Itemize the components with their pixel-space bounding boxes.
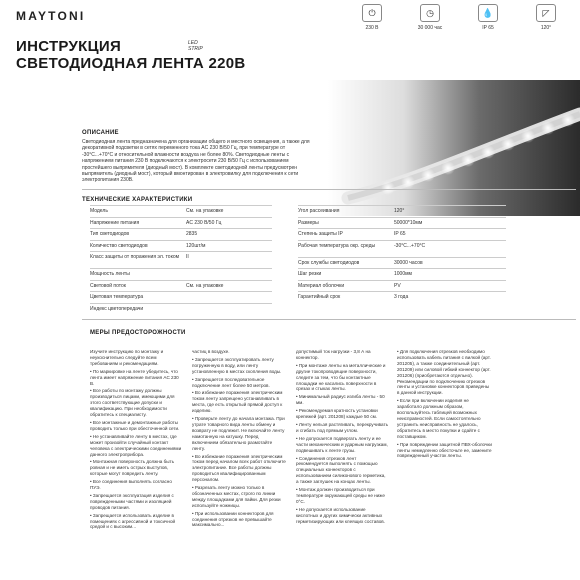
spec-value: IP 65 [394, 231, 406, 237]
safety-item: • Для подключения отрезков необходимо использовать кабель питания с вилкой (арт. 201205), а также соединительный (арт. 201209) или силовой гибкий коннектор (арт. 201206) (приобретаются отдельно). Рекомендации по подключению отрезков ленты и установке коннекторов приведены в данной инструкции. [397, 349, 491, 396]
power-plug-spec [350, 4, 394, 31]
divider [82, 319, 576, 320]
spec-value: См. на упаковке [186, 282, 224, 289]
spec-value: -30°С...+70°С [394, 242, 426, 249]
safety-item: • Во избежание поражения электрическим током ленту запрещено устанавливать в места, где есть открытый прямой доступ к изделию. [192, 390, 283, 414]
safety-item: • Монтаж должен производиться при температуре окружающей среды не ниже 0°С. [296, 487, 385, 504]
spec-value: 50000*10мм [394, 219, 423, 226]
spec-label: Степень защиты IP [298, 231, 343, 237]
spec-value: См. на упаковке [186, 208, 224, 214]
safety-item: • Рекомендуемая кратность установки крепежей (арт. 201208) каждые 50 см. [296, 408, 378, 420]
spec-value: 30000 часов [394, 259, 423, 266]
safety-column-2 [192, 349, 286, 530]
spec-row [298, 240, 506, 258]
safety-item: • Монтажная поверхность должна быть ровная и не иметь острых выступов, которые могут повредить ленту. [90, 459, 175, 477]
safety-item: • По маркировке на ленте убедитесь, что лента имеет напряжение питания AC 230 В. [90, 368, 179, 386]
spec-label: Материал оболочки [298, 282, 345, 289]
safety-item: • Во избежание поражения электрическим током перед началом всех работ отключите электропитание. Все работы должны проводиться квалифицированным персоналом. [192, 453, 286, 483]
safety-item: • При использовании коннекторов для соединения отрезков не превышайте максимально... [192, 510, 274, 528]
safety-item: • Все работы по монтажу должны производиться лицами, имеющими для этого соответствующие допуски и квалификацию. При необходимости обратитесь к специалисту. [90, 388, 175, 418]
spec-label: Гарантийный срок [298, 294, 341, 300]
safety-item: допустимый ток нагрузки - 3,8 А на коннектор. [296, 349, 371, 360]
spec-label: Размеры [298, 219, 319, 226]
safety-item: • При повреждении защитной ПВХ-оболочки ленты немедленно обесточьте ее, замените поврежденный участок ленты. [397, 441, 492, 459]
lifetime-spec [408, 4, 452, 31]
specs-heading: ТЕХНИЧЕСКИЕ ХАРАКТЕРИСТИКИ [82, 197, 193, 203]
spec-value: 120шт/м [186, 242, 206, 249]
page-title-line1: ИНСТРУКЦИЯ [16, 38, 122, 55]
spec-value: 2835 [186, 231, 198, 237]
product-subtitle: LED STRIP [188, 40, 203, 52]
beam-angle-icon: ◸ [536, 4, 556, 22]
spec-label: Количество светодиодов [90, 242, 148, 249]
icon-label: 30 000 час [417, 25, 443, 31]
description-heading: ОПИСАНИЕ [82, 130, 119, 136]
spec-row [90, 251, 272, 269]
safety-item: • При монтаже ленты на металлические и другие токопроводящие поверхности, следите за тем, что бы контактные площадки не касались поверхности в срезах и стыках ленты. [296, 362, 386, 392]
safety-item: • Запрещается эксплуатировать ленту погруженную в воду, или ленту установленную в местах скопления воды. [192, 356, 282, 374]
spec-label: Напряжение питания [90, 219, 140, 226]
safety-item: • Соединения отрезков лент рекомендуется выполнять с помощью специальных коннекторов с использованием силиконового герметика, а также заглушек на концах ленты. [296, 455, 386, 485]
safety-item: частиц в воздухе. [192, 349, 230, 354]
divider [82, 189, 576, 190]
lifetime-icon: ◷ [420, 4, 440, 22]
safety-item: • Разрезать ленту можно только в обозначенных местах, строго по линии между площадками для пайки. Для резки используйте ножницы. [192, 485, 281, 508]
safety-item: • Запрещается эксплуатация изделия с поврежденными частями и изоляцией проводов питания. [90, 492, 174, 510]
spec-row [298, 291, 506, 304]
spec-value: 120° [394, 208, 405, 214]
brand-logo: MAYTONI [16, 9, 86, 23]
safety-item: • Не допускается использование кислотных и других химически активных герметизирующих или клеящих составов. [296, 506, 386, 524]
spec-value: 1000мм [394, 271, 412, 277]
beam-angle-spec [524, 4, 568, 31]
spec-label: Индекс цветопередачи [90, 305, 144, 312]
safety-item: • Все соединения выполнять согласно ПУЭ. [90, 479, 172, 491]
safety-item: • Ленту нельзя растягивать, перекручивать и сгибать под прямым углом. [296, 421, 388, 433]
power-plug-icon: ⏻ [362, 4, 382, 22]
safety-item: • Минимальный радиус изгиба ленты - 50 мм. [296, 394, 385, 406]
spec-label: Световой поток [90, 282, 126, 289]
spec-label: Угол рассеивания [298, 208, 340, 214]
description-text: Светодиодная лента предназначена для организации общего и местного освещения, а также для декоративной подсветки в сетях переменного тока AC 230 В/50 Гц, при температуре от -30°С...+70°С и относительной влажности воздуха не более 80%. Светодиодные ленты с напряжением питания 230 В подключаются к электросети 230 В/50 Гц с использованием простейшего выпрямителя (диодный мост). В комплекте светодиодной ленты предусмотрен выпрямитель (диодный мост), который вмонтирован в электровилку для подключения к сети электропитания 230В. [82, 139, 310, 184]
safety-item: • Запрещается последовательное подключение лент более 50 метров. [192, 376, 270, 388]
spec-value: II [186, 254, 189, 260]
spec-label: Срок службы светодиодов [298, 259, 360, 266]
ip-rating-icon: 💧 [478, 4, 498, 22]
safety-heading: МЕРЫ ПРЕДОСТОРОЖНОСТИ [90, 330, 186, 336]
spec-label: Модель [90, 208, 108, 214]
icon-label: 230 В [365, 25, 379, 31]
spec-label: Шаг резки [298, 271, 322, 277]
safety-item: • Запрещается использовать изделие в помещениях с агрессивной и токсичной средой и с высоким... [90, 512, 176, 530]
safety-item: • Не допускается подвергать ленту и ее части механическим и ударным нагрузкам, подвешивать к ленте грузы. [296, 435, 388, 453]
spec-label: Мощность ленты [90, 271, 130, 277]
icon-label: 120° [540, 25, 552, 31]
spec-icons-bar [350, 4, 576, 40]
safety-item: • Все монтажные и демонтажные работы проводить только при обесточенной сети. [90, 419, 180, 431]
page-title-line2: СВЕТОДИОДНАЯ ЛЕНТА 220В [16, 55, 246, 72]
spec-label: Тип светодиодов [90, 231, 130, 237]
spec-label: Класс защиты от поражения эл. током [90, 254, 180, 260]
safety-item: • Не устанавливайте ленту в местах, где может произойти случайный контакт человека с электрическими соединениями данного электроприбора. [90, 433, 182, 457]
safety-item: • Проверьте ленту до начала монтажа. При утрате товарного вида ленты обмену и возврату не подлежит. Не включайте ленту намотанную на катушку. Перед включением обязательно размотайте ленту. [192, 416, 285, 451]
safety-column-1 [90, 349, 182, 532]
specs-table [90, 205, 566, 313]
spec-value: 3 года [394, 294, 409, 300]
icon-label: IP 65 [482, 25, 494, 31]
safety-column-3 [296, 349, 388, 526]
spec-label: Рабочая температура окр. среды [298, 242, 376, 249]
safety-column-4 [397, 349, 492, 461]
safety-item: Изучите инструкцию по монтажу и неукоснительно следуйте всем требованиям и рекомендациям. [90, 349, 164, 366]
spec-value: AC 230 В/50 Гц [186, 219, 222, 226]
spec-row [90, 303, 272, 316]
spec-label: Цветовая температура [90, 294, 144, 300]
spec-value: PV [394, 282, 401, 289]
led-strip-photo [328, 80, 580, 216]
safety-item: • Если при включении изделия не заработало должным образом, воспользуйтесь таблицей возможных неисправностей. Если самостоятельно устранить неисправность не удалось, обратитесь в место покупки и сдайте с поставщиком. [397, 398, 481, 439]
ip-rating-spec [466, 4, 510, 31]
